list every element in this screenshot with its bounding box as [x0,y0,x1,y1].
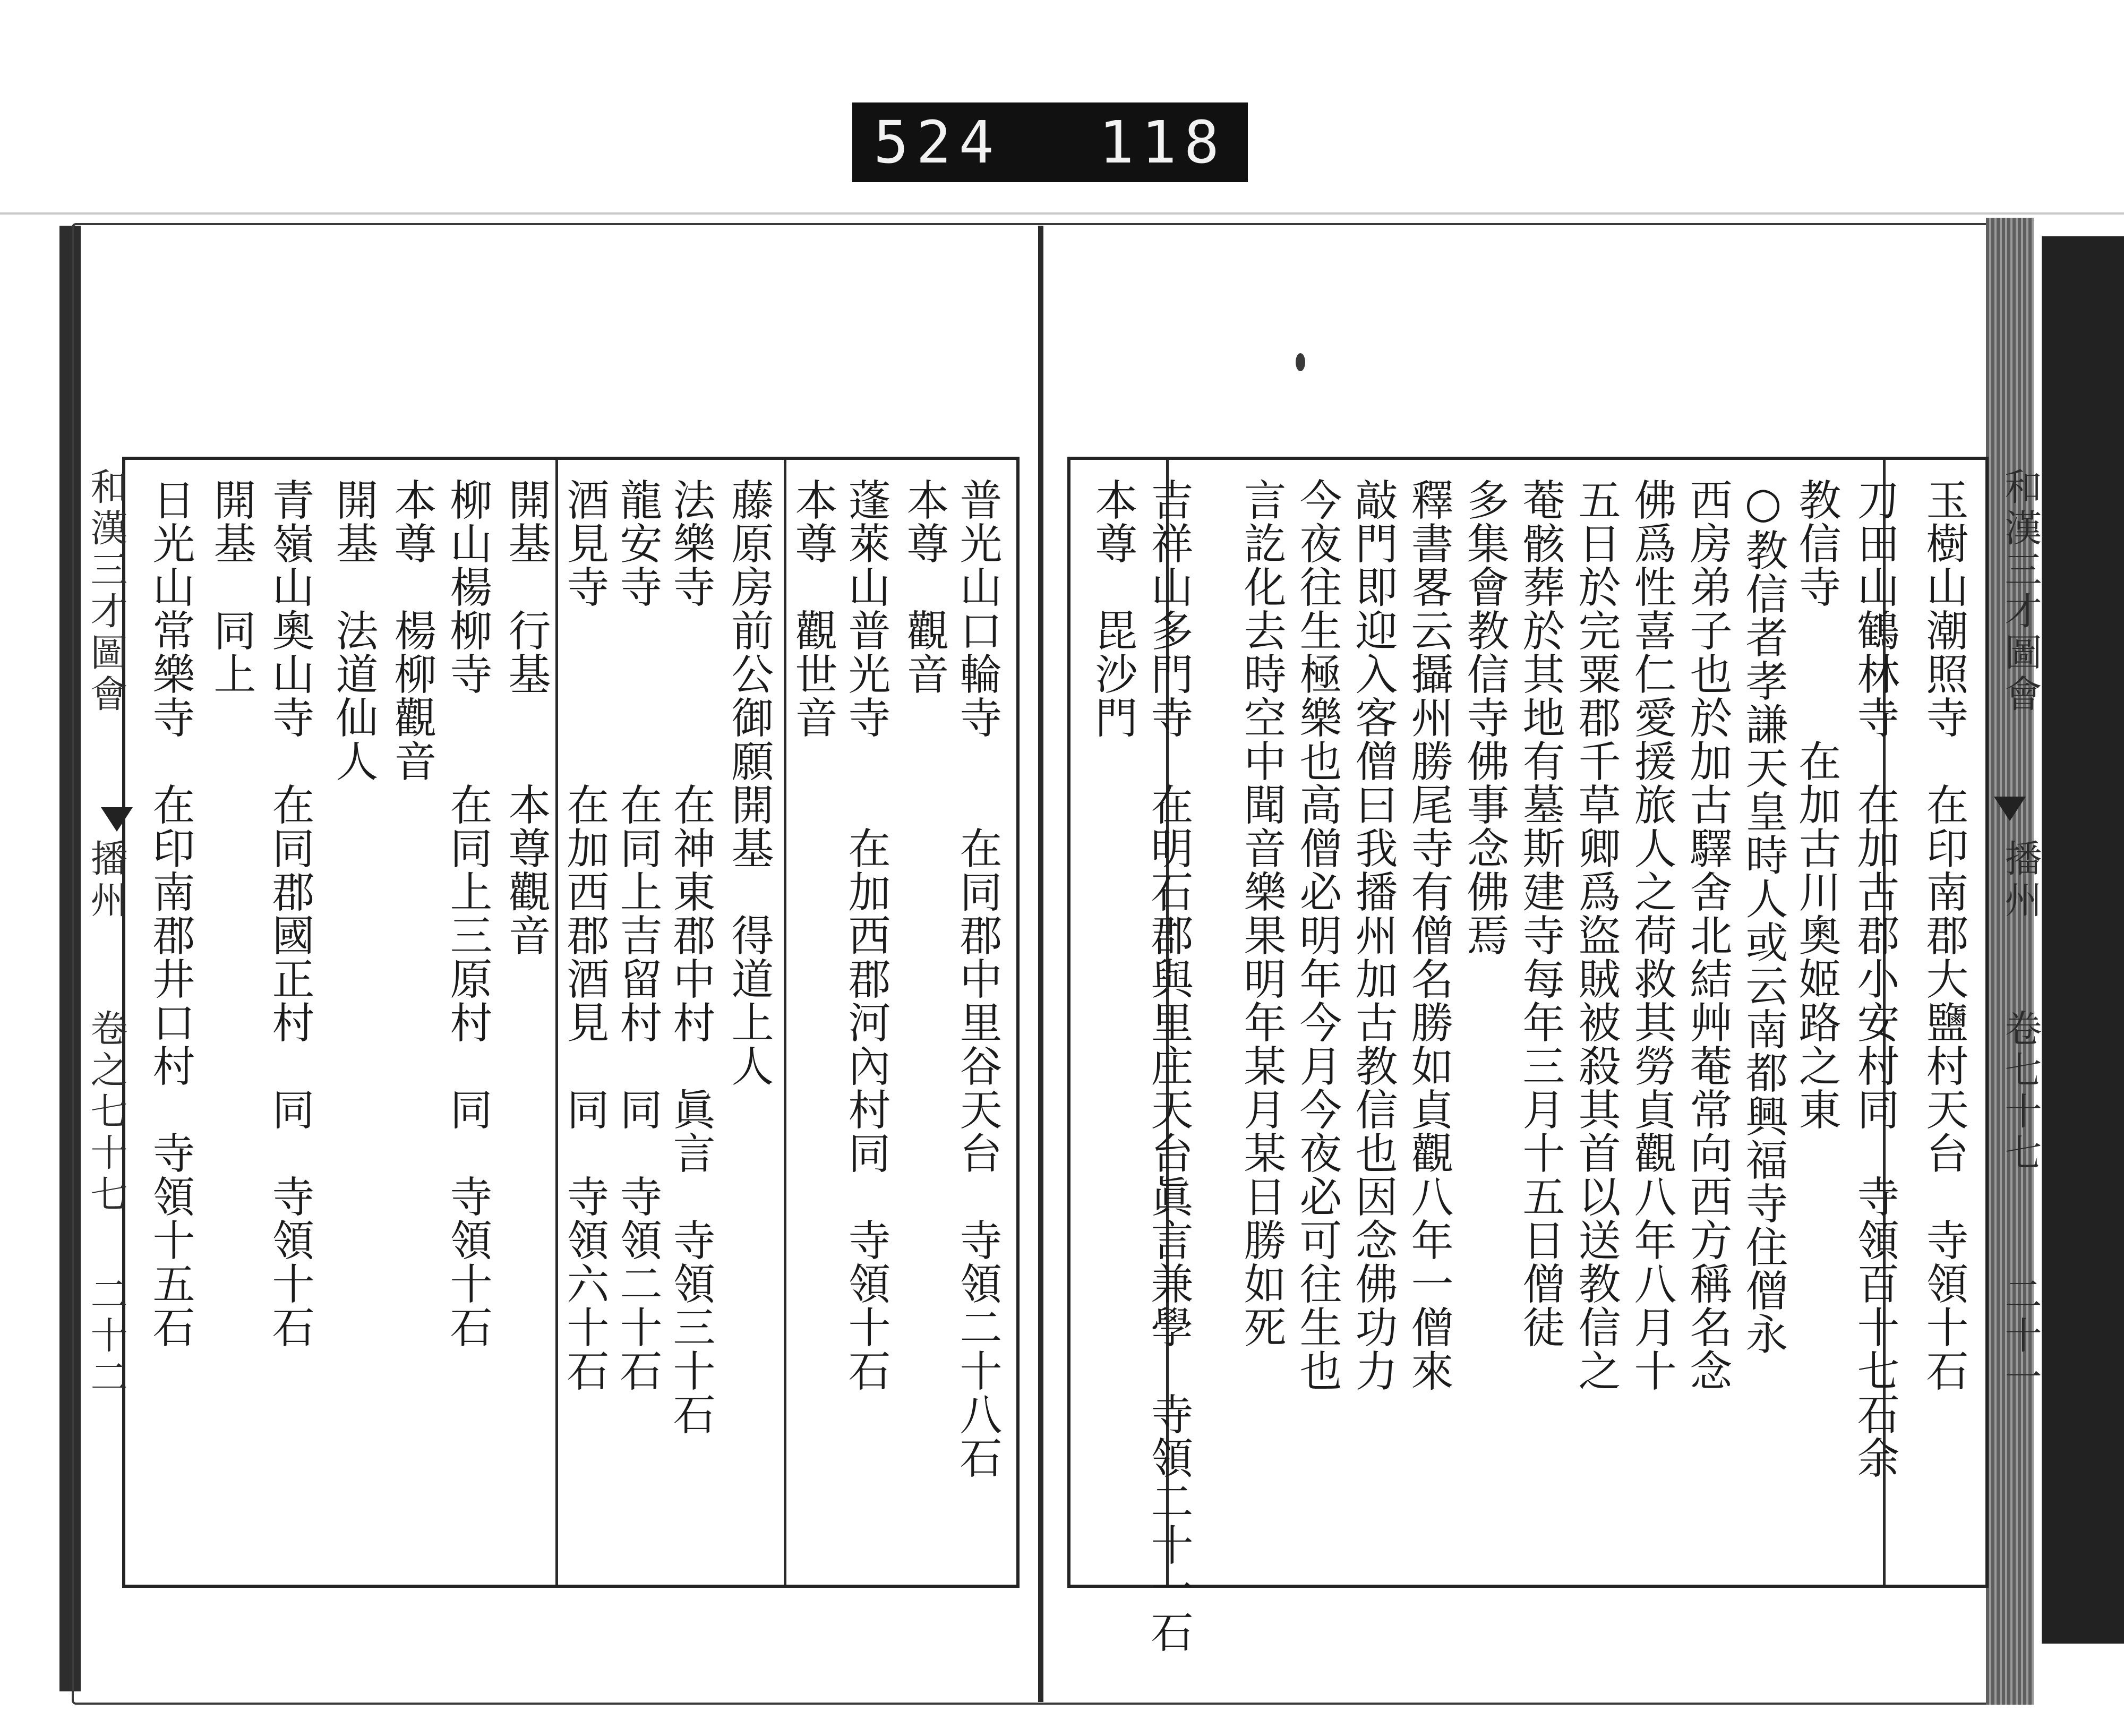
microfilm-reel-label [852,102,1248,182]
text-column: 本尊 觀世音 [788,478,837,739]
left-margin-title: 和漢三才圖會 [84,467,128,716]
fold-mark-icon [1994,797,2026,821]
text-column: 法樂寺 在神東郡中村 眞言 寺領三十石 [666,478,715,1436]
text-column: 玉樹山潮照寺 在印南郡大鹽村天台 寺領十石 [1919,478,1968,1392]
column-divider [555,460,558,1585]
text-column: 本尊 楊柳觀音 [387,478,436,783]
text-column: 吉祥山多門寺 在明石郡與里庄天台眞言兼學 寺領二十一石 [1144,478,1193,1654]
left-margin-volume: 卷之七十七 [84,1009,128,1216]
text-column: 青嶺山奧山寺 在同郡國正村 同 寺領十石 [265,478,314,1349]
text-column: 教信寺 在加古川奧姬路之東 [1792,478,1841,1131]
right-margin-title: 和漢三才圖會 [1999,467,2042,716]
ink-spot [1296,353,1305,371]
text-column: 開基 法道仙人 [329,478,378,783]
right-margin-province: 播州 [1999,839,2042,922]
text-column: 普光山口輪寺 在同郡中里谷天台 寺領二十八石 [953,478,1002,1480]
text-column: ○教信者孝謙天皇時人或云南都興福寺住僧永 [1738,478,1788,1356]
page-gutter [1038,226,1043,1702]
column-divider [784,460,786,1585]
fold-mark-icon [101,807,133,832]
text-column: 本尊 觀音 [900,478,949,696]
text-column: 刀田山鶴林寺 在加古郡小安村同 寺領百十七石余 [1850,478,1899,1480]
book-cover-edge [2042,236,2124,1644]
text-column: 敲門即迎入客僧曰我播州加古教信也因念佛功力 [1348,478,1398,1392]
text-column: 蓬萊山普光寺 在加西郡河內村同 寺領十石 [841,478,890,1392]
text-column: 開基 同上 [207,478,256,696]
text-column: 釋書畧云攝州勝尾寺有僧名勝如貞觀八年一僧來 [1404,478,1453,1392]
text-column: 酒見寺 在加西郡酒見 同 寺領六十石 [560,478,609,1392]
text-column: 本尊 毘沙門 [1088,478,1137,739]
page-edge-stack [1986,218,2034,1705]
right-margin-volume: 卷七十七 [1999,1009,2042,1175]
text-column: 日光山常樂寺 在印南郡井口村 寺領十五石 [145,478,195,1349]
text-column: 開基 行基 本尊觀音 [501,478,551,957]
text-column: 藤原房前公御願開基 得道上人 [724,478,774,1088]
text-column: 今夜往生極樂也高僧必明年今月今夜必可往生也 [1292,478,1342,1392]
text-column: 西房弟子也於加古驛舍北結艸菴常向西方稱名念 [1683,478,1732,1392]
text-column: 龍安寺 在同上吉留村 同 寺領二十石 [613,478,662,1392]
text-column: 五日於完粟郡千草卿爲盜賊被殺其首以送教信之 [1571,478,1621,1392]
text-column: 柳山楊柳寺 在同上三原村 同 寺領十石 [443,478,492,1349]
film-edge-rule [0,212,2124,215]
left-margin-province: 播州 [84,839,128,922]
frame-number: 118 [1099,108,1227,176]
right-margin-leaf: 二十一 [1999,1275,2042,1399]
reel-number: 524 [873,108,1001,176]
left-margin-leaf: 二十二 [84,1275,128,1399]
text-column: 言訖化去時空中聞音樂果明年某月某日勝如死 [1237,478,1286,1349]
text-column: 菴骸葬於其地有墓斯建寺每年三月十五日僧徒 [1515,478,1565,1349]
text-column: 佛爲性喜仁愛援旅人之荷救其勞貞觀八年八月十 [1627,478,1676,1392]
text-column: 多集會教信寺佛事念佛焉 [1460,478,1509,957]
